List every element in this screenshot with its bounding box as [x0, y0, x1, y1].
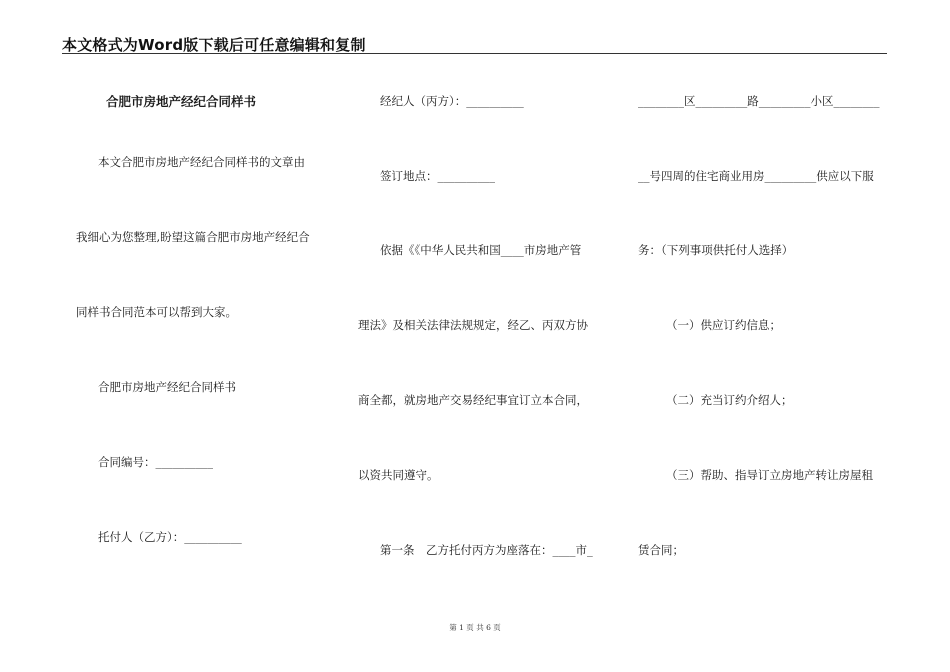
- section-heading: 合肥市房地产经纪合同样书: [98, 380, 236, 394]
- right-column: [638, 0, 888, 672]
- paragraph-line: 同样书合同范本可以帮到大家。: [76, 305, 237, 319]
- principal-party-field: 托付人（乙方）：__________: [98, 530, 242, 544]
- paragraph-line: 以资共同遵守。: [358, 468, 439, 482]
- signing-location-field: 签订地点：__________: [380, 169, 495, 183]
- broker-party-field: 经纪人（丙方）：__________: [380, 94, 524, 108]
- service-item: （三）帮助、指导订立房地产转让房屋租: [666, 468, 873, 482]
- paragraph-line: 赁合同；: [638, 543, 684, 557]
- page-indicator: 第 1 页 共 6 页: [449, 623, 501, 632]
- service-item: （一）供应订约信息；: [666, 318, 781, 332]
- document-title: 合肥市房地产经纪合同样书: [106, 94, 257, 109]
- service-item: （二）充当订约介绍人；: [666, 393, 793, 407]
- paragraph-line: __号四周的住宅商业用房_________供应以下服: [638, 169, 874, 183]
- middle-column: [358, 0, 623, 672]
- address-field-line: ________区_________路_________小区________: [638, 94, 880, 108]
- header-title: 本文格式为Word版下载后可任意编辑和复制: [62, 36, 366, 54]
- left-column: [62, 0, 330, 672]
- paragraph-line: 务：（下列事项供托付人选择）: [638, 243, 794, 257]
- paragraph-line: 我细心为您整理,盼望这篇合肥市房地产经纪合: [76, 230, 310, 244]
- contract-number-field: 合同编号：__________: [98, 455, 213, 469]
- paragraph-line: 理法》及相关法律法规规定，经乙、丙双方协: [358, 318, 588, 332]
- paragraph-line: 商全都，就房地产交易经纪事宜订立本合同，: [358, 393, 588, 407]
- paragraph-line: 本文合肥市房地产经纪合同样书的文章由: [98, 155, 305, 169]
- paragraph-line: 依据《《中华人民共和国____市房地产管: [380, 243, 582, 257]
- article-one-line: 第一条 乙方托付丙方为座落在：____市_: [380, 543, 593, 557]
